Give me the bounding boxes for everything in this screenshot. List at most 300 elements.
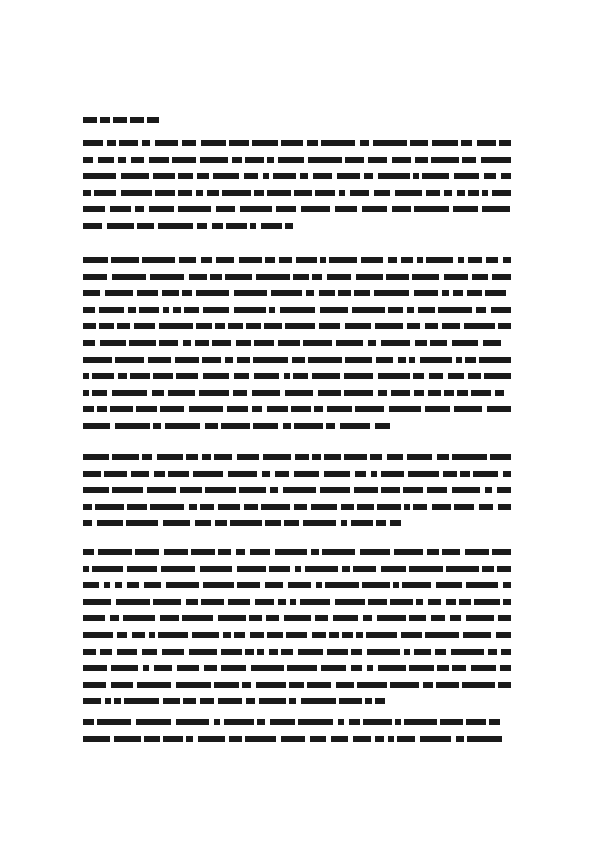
text-word [252,406,262,412]
text-word [414,649,431,655]
text-word [216,257,234,263]
text-word [234,373,249,379]
text-word [237,582,260,588]
text-word [289,698,296,704]
text-word [83,698,101,704]
text-word [144,736,160,742]
text-word [463,632,491,638]
text-word [218,504,240,510]
text-word [266,615,279,621]
text-word [365,698,372,704]
text-word [409,665,434,671]
text-word [179,257,196,263]
text-word [503,599,511,605]
text-word [281,140,303,146]
text-word [195,340,209,346]
text-word [394,549,423,555]
text-word [404,504,410,510]
text-word [315,190,335,196]
text-word [392,157,411,163]
text-line [83,190,511,196]
text-word [301,206,330,212]
text-word [157,454,183,460]
text-word [245,649,254,655]
text-word [311,549,319,555]
text-word [460,471,470,477]
text-word [423,682,433,688]
text-word [153,423,161,429]
text-word [119,140,138,146]
text-word [354,487,378,493]
text-word [83,504,92,510]
text-word [446,566,479,572]
text-word [438,307,472,313]
text-word [164,549,188,555]
text-word [127,582,139,588]
text-line [83,599,511,605]
text-word [278,340,300,346]
text-word [344,390,373,396]
text-word [401,257,413,263]
text-line [83,323,511,329]
text-word [267,406,288,412]
text-word [503,582,511,588]
text-word [452,454,487,460]
text-word [484,373,511,379]
text-word [131,471,149,477]
text-word [154,471,165,477]
text-word [92,566,123,572]
text-line [83,719,511,725]
text-word [95,504,124,510]
text-word [83,566,89,572]
text-word [83,390,89,396]
text-word [228,323,243,329]
text-line [83,257,511,263]
text-word [415,157,428,163]
text-word [213,173,239,179]
text-word [83,307,95,313]
text-word [112,390,147,396]
text-word [458,257,464,263]
text-word [498,323,511,329]
text-word [182,290,192,296]
text-word [155,190,175,196]
text-word [244,173,258,179]
text-word [104,582,110,588]
text-word [442,549,460,555]
text-word [345,157,364,163]
text-word [161,566,195,572]
text-word [414,390,424,396]
text-word [325,582,359,588]
text-word [176,373,198,379]
text-word [240,206,272,212]
text-word [110,406,133,412]
text-word [158,223,193,229]
text-line [83,157,511,163]
text-word [83,520,92,526]
text-word [250,223,256,229]
text-word [269,649,278,655]
text-word [428,599,441,605]
text-word [471,390,491,396]
text-word [329,257,357,263]
text-word [289,682,304,688]
text-word [412,274,439,280]
text-word [344,373,373,379]
text-word [364,173,373,179]
text-word [83,290,100,296]
text-word [136,406,157,412]
text-word [239,257,262,263]
text-word [253,423,278,429]
text-word [251,665,284,671]
text-word [245,157,264,163]
text-word [301,698,336,704]
text-word [83,274,107,280]
text-word [488,649,497,655]
text-word [110,206,131,212]
text-word [410,140,428,146]
text-word [136,719,171,725]
text-word [203,373,229,379]
text-word [262,471,270,477]
text-word [232,157,242,163]
text-line [83,649,511,655]
text-word [246,698,255,704]
text-word [324,454,341,460]
text-word [83,487,109,493]
text-word [131,157,144,163]
text-word [129,340,156,346]
text-word [83,632,113,638]
text-word [486,257,498,263]
text-word [242,682,251,688]
text-word [295,454,309,460]
text-word [465,549,489,555]
text-line [83,290,511,296]
text-word [351,649,362,655]
text-word [112,274,146,280]
text-word [335,599,365,605]
text-word [432,140,458,146]
text-word [236,340,251,346]
text-word [356,274,383,280]
text-word [409,566,443,572]
text-word [176,719,209,725]
heading-word [147,117,159,123]
text-word [431,157,459,163]
text-word [373,140,407,146]
text-word [223,632,231,638]
text-word [198,736,225,742]
text-word [130,373,150,379]
text-word [436,582,462,588]
text-word [376,520,386,526]
text-word [83,323,96,329]
text-word [196,323,212,329]
text-word [454,406,482,412]
text-word [189,504,197,510]
text-word [175,357,199,363]
text-word [420,736,451,742]
text-word [189,406,223,412]
text-word [117,632,127,638]
text-word [264,323,282,329]
text-word [390,682,419,688]
text-word [182,615,213,621]
text-word [212,223,223,229]
text-word [104,471,127,477]
text-word [154,665,172,671]
text-word [482,190,488,196]
text-word [459,599,471,605]
text-word [456,736,464,742]
text-word [315,615,328,621]
text-word [257,719,265,725]
text-word [255,599,274,605]
text-word [281,649,293,655]
text-word [294,471,319,477]
text-word [284,373,290,379]
text-word [237,566,266,572]
text-word [111,682,133,688]
text-word [444,274,468,280]
text-word [149,157,169,163]
text-word [363,719,392,725]
text-word [398,357,406,363]
text-word [284,520,299,526]
text-word [307,140,318,146]
heading-word [130,117,144,123]
text-word [426,190,440,196]
text-line [83,665,511,671]
text-word [389,406,421,412]
text-word [152,390,164,396]
text-word [499,140,511,146]
text-line [83,487,511,493]
text-word [148,357,171,363]
text-word [374,290,409,296]
text-word [221,649,242,655]
text-word [183,340,191,346]
text-word [83,357,112,363]
text-word [290,599,296,605]
text-word [471,665,496,671]
text-word [205,423,218,429]
text-word [252,390,280,396]
text-word [345,323,371,329]
text-word [313,173,332,179]
text-word [341,504,354,510]
text-word [366,632,397,638]
text-word [298,719,333,725]
text-word [368,340,376,346]
text-word [351,520,373,526]
text-word [244,504,258,510]
text-word [350,190,369,196]
text-word [448,373,464,379]
text-word [479,504,493,510]
text-word [121,190,152,196]
text-word [361,257,383,263]
text-word [139,307,159,313]
heading-word [100,117,110,123]
text-word [280,307,315,313]
text-word [195,520,211,526]
text-word [407,454,432,460]
text-word [137,223,154,229]
text-word [100,340,126,346]
text-word [388,257,397,263]
text-word [283,487,316,493]
text-word [178,190,192,196]
text-word [312,274,322,280]
text-word [464,323,495,329]
text-word [336,340,363,346]
text-word [360,549,390,555]
text-word [446,599,456,605]
text-line [83,566,511,572]
text-word [367,665,373,671]
text-word [308,357,342,363]
text-word [413,173,419,179]
text-word [386,274,409,280]
text-word [428,390,441,396]
text-word [229,140,249,146]
text-word [147,487,176,493]
text-word [442,323,460,329]
text-word [356,632,363,638]
text-word [236,549,245,555]
text-word [483,340,501,346]
text-word [83,140,103,146]
text-word [110,615,119,621]
text-word [349,719,360,725]
text-word [105,290,133,296]
text-word [306,290,314,296]
text-line [83,373,511,379]
heading-word [83,117,97,123]
text-word [501,649,511,655]
text-word [149,632,155,638]
text-word [395,190,422,196]
text-word [417,257,423,263]
text-word [467,736,502,742]
text-word [202,357,221,363]
text-word [234,307,266,313]
text-word [267,157,274,163]
text-word [111,665,138,671]
text-word [320,487,350,493]
text-word [196,290,229,296]
text-word [270,719,295,725]
text-word [402,582,431,588]
text-word [468,190,479,196]
text-word [371,471,377,477]
text-word [114,736,141,742]
text-word [278,599,286,605]
text-word [337,173,360,179]
text-word [237,357,250,363]
text-line [83,223,293,229]
text-word [425,406,450,412]
text-word [338,719,344,725]
text-word [294,504,307,510]
text-word [83,373,89,379]
text-word [444,390,454,396]
text-word [183,698,196,704]
text-word [200,566,232,572]
text-word [285,323,315,329]
text-word [224,719,254,725]
text-word [377,615,406,621]
text-word [390,520,401,526]
text-word [97,406,107,412]
text-word [186,454,198,460]
text-word [416,599,423,605]
text-word [293,274,309,280]
text-line [83,423,390,429]
text-word [342,632,353,638]
text-word [387,454,403,460]
text-word [321,665,346,671]
text-word [388,307,403,313]
text-word [431,615,445,621]
text-word [278,157,304,163]
text-word [294,423,323,429]
text-word [137,682,171,688]
text-word [310,736,326,742]
text-word [254,373,279,379]
text-word [312,454,321,460]
text-word [127,504,147,510]
text-word [218,549,231,555]
text-word [182,140,196,146]
text-word [331,736,348,742]
text-word [285,223,293,229]
text-word [319,323,340,329]
text-line [83,140,511,146]
text-word [196,190,203,196]
text-word [275,549,307,555]
text-word [503,471,511,477]
text-word [437,454,449,460]
text-word [158,632,188,638]
text-word [414,206,449,212]
text-word [495,390,504,396]
text-word [496,632,511,638]
text-word [214,454,232,460]
text-word [98,157,114,163]
text-word [397,736,415,742]
text-line [83,682,511,688]
text-word [261,504,290,510]
text-word [345,357,372,363]
text-word [83,423,110,429]
text-word [246,323,261,329]
text-word [83,665,107,671]
text-word [107,223,134,229]
text-word [166,582,199,588]
text-word [375,698,385,704]
text-word [160,615,179,621]
text-word [83,257,108,263]
text-word [316,582,322,588]
text-word [115,582,122,588]
text-word [497,487,511,493]
